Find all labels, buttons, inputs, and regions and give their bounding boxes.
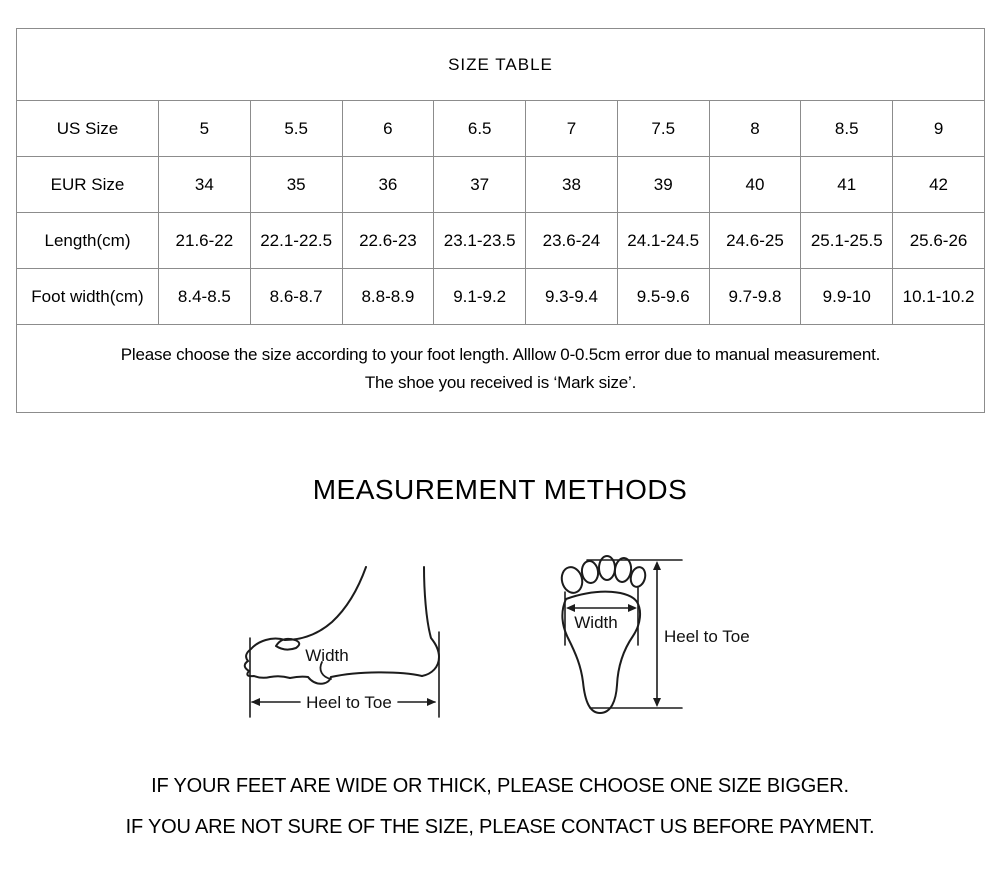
- footer-advice-line2: IF YOU ARE NOT SURE OF THE SIZE, PLEASE CONTACT US BEFORE PAYMENT.: [125, 816, 875, 838]
- size-cell: 23.1-23.5: [434, 213, 526, 269]
- size-cell: 24.6-25: [709, 213, 801, 269]
- size-table-row: [17, 101, 985, 157]
- size-row-label: Length(cm): [17, 213, 159, 269]
- size-cell: 9.9-10: [801, 269, 893, 325]
- size-cell: 42: [893, 157, 985, 213]
- side-view-width-label: Width: [305, 646, 349, 665]
- measurement-diagrams: [0, 535, 1000, 745]
- footer-advice-line1: IF YOUR FEET ARE WIDE OR THICK, PLEASE CHOOSE ONE SIZE BIGGER.: [151, 775, 849, 797]
- size-row-label: Foot width(cm): [17, 269, 159, 325]
- size-cell: 6.5: [434, 101, 526, 157]
- size-cell: 22.1-22.5: [250, 213, 342, 269]
- size-cell: 8.5: [801, 101, 893, 157]
- size-table-row: [17, 157, 985, 213]
- size-cell: 25.6-26: [893, 213, 985, 269]
- size-cell: 21.6-22: [159, 213, 251, 269]
- footprint-width-label: Width: [574, 613, 618, 632]
- size-row-label: US Size: [17, 101, 159, 157]
- side-view-heel-to-toe-label: Heel to Toe: [306, 693, 392, 712]
- size-table-row: [17, 269, 985, 325]
- size-cell: 5: [159, 101, 251, 157]
- size-cell: 36: [342, 157, 434, 213]
- size-table-title: SIZE TABLE: [17, 29, 985, 101]
- size-cell: 9.3-9.4: [526, 269, 618, 325]
- size-cell: 8.8-8.9: [342, 269, 434, 325]
- size-cell: 39: [617, 157, 709, 213]
- size-table-note-row: [17, 325, 985, 413]
- size-cell: 23.6-24: [526, 213, 618, 269]
- measurement-methods-title: MEASUREMENT METHODS: [312, 474, 688, 505]
- size-cell: 7.5: [617, 101, 709, 157]
- size-cell: 24.1-24.5: [617, 213, 709, 269]
- size-note-cell: [17, 325, 985, 413]
- size-cell: 25.1-25.5: [801, 213, 893, 269]
- size-note-line1: Please choose the size according to your foot length. Alllow 0-0.5cm error due to manual measurement.: [120, 344, 881, 364]
- size-cell: 9: [893, 101, 985, 157]
- size-table-row: [17, 213, 985, 269]
- size-cell: 34: [159, 157, 251, 213]
- size-cell: 8.6-8.7: [250, 269, 342, 325]
- size-cell: 8: [709, 101, 801, 157]
- size-cell: 9.1-9.2: [434, 269, 526, 325]
- size-cell: 37: [434, 157, 526, 213]
- size-cell: 38: [526, 157, 618, 213]
- size-cell: 7: [526, 101, 618, 157]
- size-cell: 41: [801, 157, 893, 213]
- size-row-label: EUR Size: [17, 157, 159, 213]
- size-cell: 9.7-9.8: [709, 269, 801, 325]
- size-cell: 35: [250, 157, 342, 213]
- size-table: [16, 28, 985, 413]
- size-cell: 5.5: [250, 101, 342, 157]
- size-note-line2: The shoe you received is ‘Mark size’.: [364, 372, 637, 392]
- size-cell: 6: [342, 101, 434, 157]
- footprint-heel-to-toe-label: Heel to Toe: [664, 627, 750, 646]
- size-cell: 40: [709, 157, 801, 213]
- size-cell: 9.5-9.6: [617, 269, 709, 325]
- size-cell: 22.6-23: [342, 213, 434, 269]
- size-table-title-row: [17, 29, 985, 101]
- size-cell: 10.1-10.2: [893, 269, 985, 325]
- size-cell: 8.4-8.5: [159, 269, 251, 325]
